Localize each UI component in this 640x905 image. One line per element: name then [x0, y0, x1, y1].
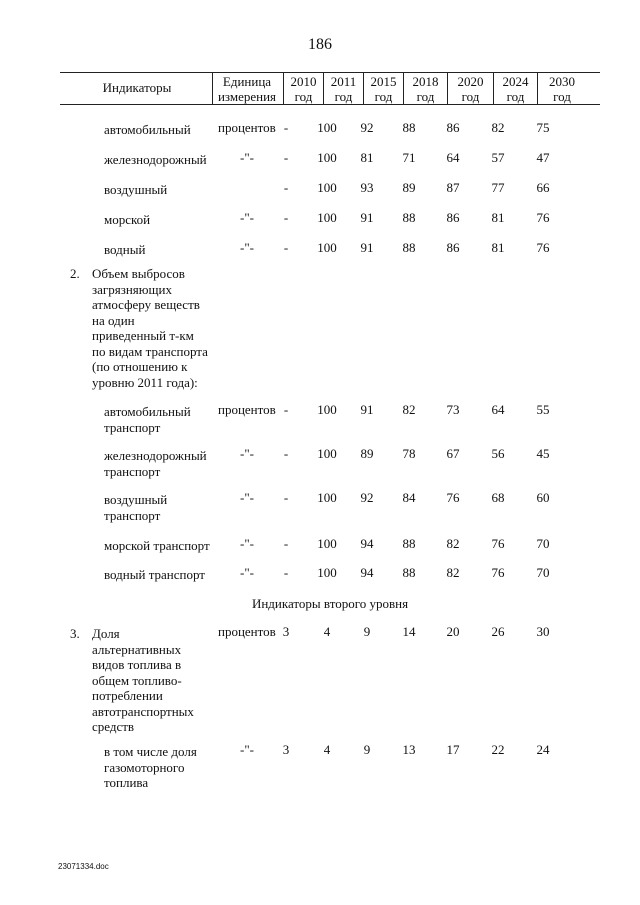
row-value: 78: [402, 446, 416, 461]
row-value: 84: [402, 490, 416, 505]
item-3-label: Доля альтернативных видов топлива в общем топливо- потреблении автотранспортных средств: [92, 626, 194, 734]
header-top-rule: [60, 72, 600, 73]
row-value: 81: [491, 210, 505, 225]
item-3-sub-value: 13: [402, 742, 416, 757]
row-value: -: [283, 565, 289, 580]
header-year: 2011 год: [330, 74, 357, 104]
row-value: 94: [360, 536, 374, 551]
header-year: 2010 год: [290, 74, 317, 104]
item-3-value: 26: [491, 624, 505, 639]
item-3-sub-unit: -"-: [240, 742, 254, 757]
row-value: 88: [402, 565, 416, 580]
item-3-value: 14: [402, 624, 416, 639]
row-value: 76: [491, 565, 505, 580]
row-unit: -"-: [240, 565, 254, 580]
page-number: 186: [308, 36, 332, 53]
row-value: -: [283, 490, 289, 505]
row-value: 82: [402, 402, 416, 417]
row-value: 67: [446, 446, 460, 461]
row-label: железнодорожный: [104, 152, 207, 167]
item-3-sub-value: 9: [363, 742, 371, 757]
row-value: 100: [317, 402, 337, 417]
row-value: 45: [536, 446, 550, 461]
row-value: 100: [317, 490, 337, 505]
row-value: 86: [446, 240, 460, 255]
row-value: -: [283, 150, 289, 165]
row-value: 86: [446, 120, 460, 135]
item-3-sub-value: 17: [446, 742, 460, 757]
row-value: -: [283, 402, 289, 417]
row-label: автомобильный: [104, 122, 191, 137]
row-value: 88: [402, 536, 416, 551]
row-unit: -"-: [240, 446, 254, 461]
row-unit: -"-: [240, 240, 254, 255]
row-value: 100: [317, 150, 337, 165]
header-year: 2015 год: [370, 74, 397, 104]
header-year: 2018 год: [412, 74, 439, 104]
row-unit: процентов: [218, 120, 276, 135]
item-3-value: 4: [323, 624, 331, 639]
header-year: 2024 год: [502, 74, 529, 104]
row-value: -: [283, 120, 289, 135]
row-value: 89: [360, 446, 374, 461]
row-unit: -"-: [240, 490, 254, 505]
item-2-number: 2.: [70, 266, 80, 281]
header-divider: [212, 72, 213, 104]
row-value: 66: [536, 180, 550, 195]
row-value: 89: [402, 180, 416, 195]
item-3-sub-value: 4: [323, 742, 331, 757]
item-3-value: 30: [536, 624, 550, 639]
item-3-sub-value: 22: [491, 742, 505, 757]
row-value: 86: [446, 210, 460, 225]
row-value: 75: [536, 120, 550, 135]
row-value: -: [283, 240, 289, 255]
row-value: 47: [536, 150, 550, 165]
row-label: водный транспорт: [104, 567, 205, 582]
item-3-number: 3.: [70, 626, 80, 641]
row-value: 82: [446, 536, 460, 551]
row-label: морской: [104, 212, 151, 227]
row-label: автомобильный транспорт: [104, 404, 191, 435]
item-3-sub-label: в том числе доля газомоторного топлива: [104, 744, 197, 790]
row-value: -: [283, 536, 289, 551]
item-2-label: Объем выбросов загрязняющих атмосферу веществ на один приведенный т-км по видам транспорта (по отношению к уровню 2011 года):: [92, 266, 208, 390]
row-value: 100: [317, 446, 337, 461]
header-indicators: Индикаторы: [102, 80, 172, 95]
row-value: 57: [491, 150, 505, 165]
row-label: воздушный транспорт: [104, 492, 168, 523]
row-value: 93: [360, 180, 374, 195]
row-value: 68: [491, 490, 505, 505]
item-3-value: 9: [363, 624, 371, 639]
row-value: 92: [360, 120, 374, 135]
row-unit: процентов: [218, 402, 276, 417]
item-3-value: 20: [446, 624, 460, 639]
row-value: 100: [317, 240, 337, 255]
row-value: 81: [360, 150, 374, 165]
item-3-sub-value: 24: [536, 742, 550, 757]
row-value: 77: [491, 180, 505, 195]
row-value: 82: [491, 120, 505, 135]
row-unit: -"-: [240, 210, 254, 225]
row-value: 76: [446, 490, 460, 505]
row-value: 87: [446, 180, 460, 195]
row-label: морской транспорт: [104, 538, 210, 553]
row-value: 70: [536, 565, 550, 580]
row-value: 100: [317, 565, 337, 580]
row-value: 82: [446, 565, 460, 580]
row-value: 60: [536, 490, 550, 505]
row-value: 55: [536, 402, 550, 417]
row-value: 64: [491, 402, 505, 417]
row-value: 56: [491, 446, 505, 461]
row-unit: -"-: [240, 536, 254, 551]
header-year: 2030 год: [549, 74, 575, 104]
row-value: -: [283, 180, 289, 195]
item-3-sub-value: 3: [282, 742, 290, 757]
row-value: 100: [317, 180, 337, 195]
row-value: 88: [402, 240, 416, 255]
row-value: 91: [360, 240, 374, 255]
item-3-unit: процентов: [218, 624, 276, 639]
footer-filename: 23071334.doc: [58, 862, 109, 871]
row-value: 94: [360, 565, 374, 580]
item-3-value: 3: [282, 624, 290, 639]
row-value: -: [283, 446, 289, 461]
row-value: 100: [317, 536, 337, 551]
row-value: 92: [360, 490, 374, 505]
row-value: 88: [402, 120, 416, 135]
row-value: 71: [402, 150, 416, 165]
row-label: водный: [104, 242, 146, 257]
row-label: воздушный: [104, 182, 168, 197]
row-value: 81: [491, 240, 505, 255]
row-value: 91: [360, 402, 374, 417]
row-value: 100: [317, 210, 337, 225]
row-value: 100: [317, 120, 337, 135]
row-value: 64: [446, 150, 460, 165]
row-value: 73: [446, 402, 460, 417]
row-value: 70: [536, 536, 550, 551]
section-title: Индикаторы второго уровня: [251, 596, 409, 611]
row-value: -: [283, 210, 289, 225]
header-bottom-rule: [60, 104, 600, 105]
header-unit: Единица измерения: [217, 74, 277, 104]
row-value: 76: [536, 240, 550, 255]
row-unit: -"-: [240, 150, 254, 165]
row-value: 91: [360, 210, 374, 225]
row-value: 88: [402, 210, 416, 225]
row-value: 76: [536, 210, 550, 225]
header-year: 2020 год: [457, 74, 484, 104]
row-label: железнодорожный транспорт: [104, 448, 207, 479]
row-value: 76: [491, 536, 505, 551]
